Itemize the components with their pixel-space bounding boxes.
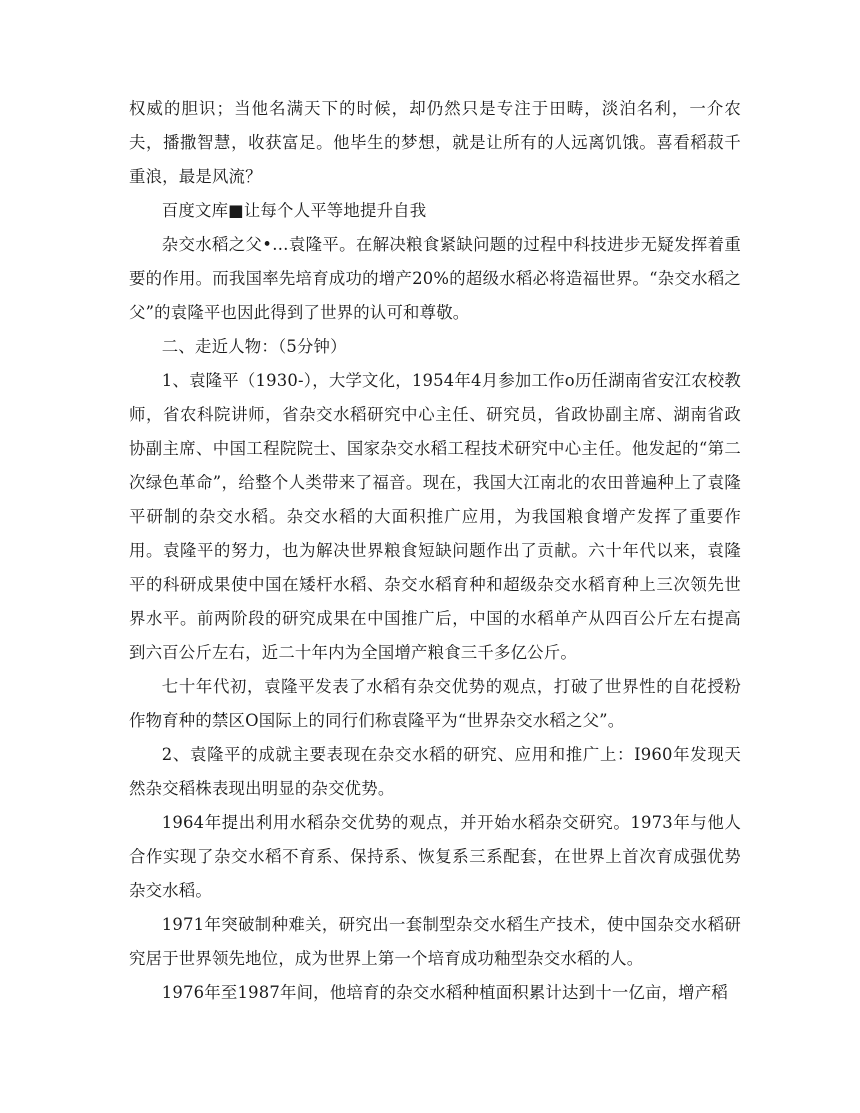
document-body [129, 92, 741, 1010]
section-heading: 二、走近人物：（5分钟） [161, 337, 347, 356]
paragraph-continuation: 权威的胆识；当他名满天下的时候，却仍然只是专注于田畴，淡泊名利，一介农夫，播撒智慧，收获富足。他毕生的梦想，就是让所有的人远离饥饿。喜看稻菽千重浪，最是风流？ [129, 99, 741, 186]
paragraph-1971: 1971年突破制种难关，研究出一套制型杂交水稻生产技术，使中国杂交水稻研究居于世界领先地位，成为世界上第一个培育成功釉型杂交水稻的人。 [129, 915, 741, 968]
paragraph-1976: 1976年至1987年间，他培育的杂交水稻种植面积累计达到十一亿亩，增产稻 [161, 983, 728, 1002]
paragraph-1964: 1964年提出利用水稻杂交优势的观点，并开始水稻杂交研究。1973年与他人合作实现了杂交水稻不育系、保持系、恢复系三系配套，在世界上首次育成强优势杂交水稻。 [129, 813, 741, 900]
paragraph-seventies: 七十年代初，袁隆平发表了水稻有杂交优势的观点，打破了世界性的自花授粉作物育种的禁区O国际上的同行们称袁隆平为“世界杂交水稻之父”。 [129, 677, 741, 730]
paragraph-biography: 1、袁隆平（1930-），大学文化，1954年4月参加工作o历任湖南省安江农校教师，省农科院讲师，省杂交水稻研究中心主任、研究员，省政协副主席、湖南省政协副主席、中国工程院院士、国家杂交水稻工程技术研究中心主任。他发起的“第二次绿色革命”，给整个人类带来了福音。现在，我国大江南北的农田普遍种上了袁隆平研制的杂交水稻。杂交水稻的大面积推广应用，为我国粮食增产发挥了重要作用。袁隆平的努力，也为解决世界粮食短缺问题作出了贡献。六十年代以来，袁隆平的科研成果使中国在矮杆水稻、杂交水稻育种和超级杂交水稻育种上三次领先世界水平。前两阶段的研究成果在中国推广后，中国的水稻单产从四百公斤左右提高到六百公斤左右，近二十年内为全国增产粮食三千多亿公斤。 [129, 371, 741, 662]
paragraph-intro: 杂交水稻之父•…袁隆平。在解决粮食紧缺问题的过程中科技进步无疑发挥着重要的作用。而我国率先培育成功的增产20%的超级水稻必将造福世界。“杂交水稻之父”的袁隆平也因此得到了世界的认可和尊敬。 [129, 235, 741, 322]
paragraph-watermark-line: 百度文库■让每个人平等地提升自我 [161, 201, 427, 220]
paragraph-achievements: 2、袁隆平的成就主要表现在杂交水稻的研究、应用和推广上：I960年发现天然杂交稻株表现出明显的杂交优势。 [129, 745, 741, 798]
